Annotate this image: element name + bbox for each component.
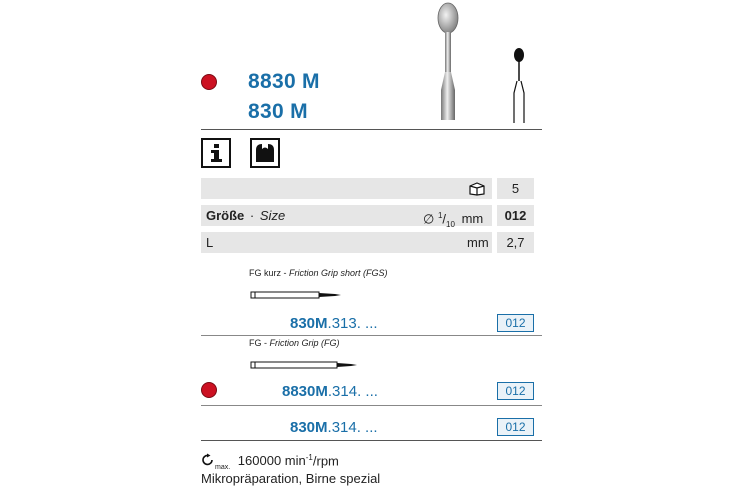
rpm-exp: -1	[305, 453, 313, 462]
section-label-de: FG	[249, 338, 262, 348]
ref-number-fgs	[290, 315, 378, 332]
size-unit-den: 10	[446, 219, 455, 229]
size-unit: ∅ $^1/_{10}$ mm	[423, 211, 484, 229]
size-badge-fg-2: 012	[497, 418, 534, 436]
size-label	[206, 205, 285, 226]
size-unit-mm: mm	[461, 211, 484, 227]
red-ring-marker	[201, 382, 217, 398]
section-label-fgs	[249, 268, 388, 278]
ref-number-suffix: .313. ...	[327, 315, 378, 332]
section-label-de: FG kurz	[249, 268, 282, 278]
ref-number-bold: 830M	[290, 315, 328, 332]
size-unit-num: 1	[437, 211, 443, 220]
length-unit: mm	[467, 235, 489, 250]
section-rule	[201, 335, 542, 336]
package-icon	[468, 181, 486, 196]
rpm-line	[201, 453, 339, 471]
rpm-value: 160000 min	[237, 453, 306, 469]
size-badge-fg: 012	[497, 382, 534, 400]
fgs-shank-image	[249, 290, 344, 300]
section-label-sep: -	[281, 268, 290, 278]
red-ring-marker	[201, 74, 217, 90]
rpm-icon	[201, 453, 215, 470]
info-icon	[201, 138, 231, 168]
rpm-unit: /rpm	[312, 453, 339, 469]
size-label-sep: ·	[249, 208, 255, 223]
size-value: 012	[497, 205, 534, 226]
size-label-de: Größe	[206, 208, 245, 223]
section-label-en: Friction Grip (FG)	[269, 338, 340, 348]
rpm-sub: max.	[215, 463, 231, 471]
crown-preparation-icon	[250, 138, 280, 168]
bur-photo-image	[428, 0, 468, 125]
pack-value: 5	[497, 178, 534, 199]
pack-row-bar	[201, 178, 492, 199]
ref-number-bold: 8830M	[282, 383, 328, 400]
ref-number-suffix: .314. ...	[327, 419, 378, 436]
length-value: 2,7	[497, 232, 534, 253]
footer-rule	[201, 440, 542, 441]
model-number-primary: 8830 M	[248, 70, 320, 93]
size-label-en: Size	[259, 208, 286, 223]
size-badge-fgs: 012	[497, 314, 534, 332]
ref-number-fg	[282, 383, 378, 400]
ref-number-bold: 830M	[290, 419, 328, 436]
bur-outline-image	[504, 45, 534, 125]
product-description: Mikropräparation, Birne spezial	[201, 471, 381, 486]
ref-number-fg-2	[290, 419, 378, 436]
model-number-secondary: 830 M	[248, 100, 308, 123]
length-row-bar	[201, 232, 492, 253]
length-label: L	[206, 235, 214, 250]
diameter-symbol: ∅	[423, 211, 435, 227]
header-rule	[201, 129, 542, 130]
section-label-fg	[249, 338, 340, 348]
section-rule	[201, 405, 542, 406]
ref-number-suffix: .314. ...	[327, 383, 378, 400]
section-label-en: Friction Grip short (FGS)	[289, 268, 388, 278]
section-label-sep: -	[261, 338, 270, 348]
fg-shank-image	[249, 360, 359, 370]
